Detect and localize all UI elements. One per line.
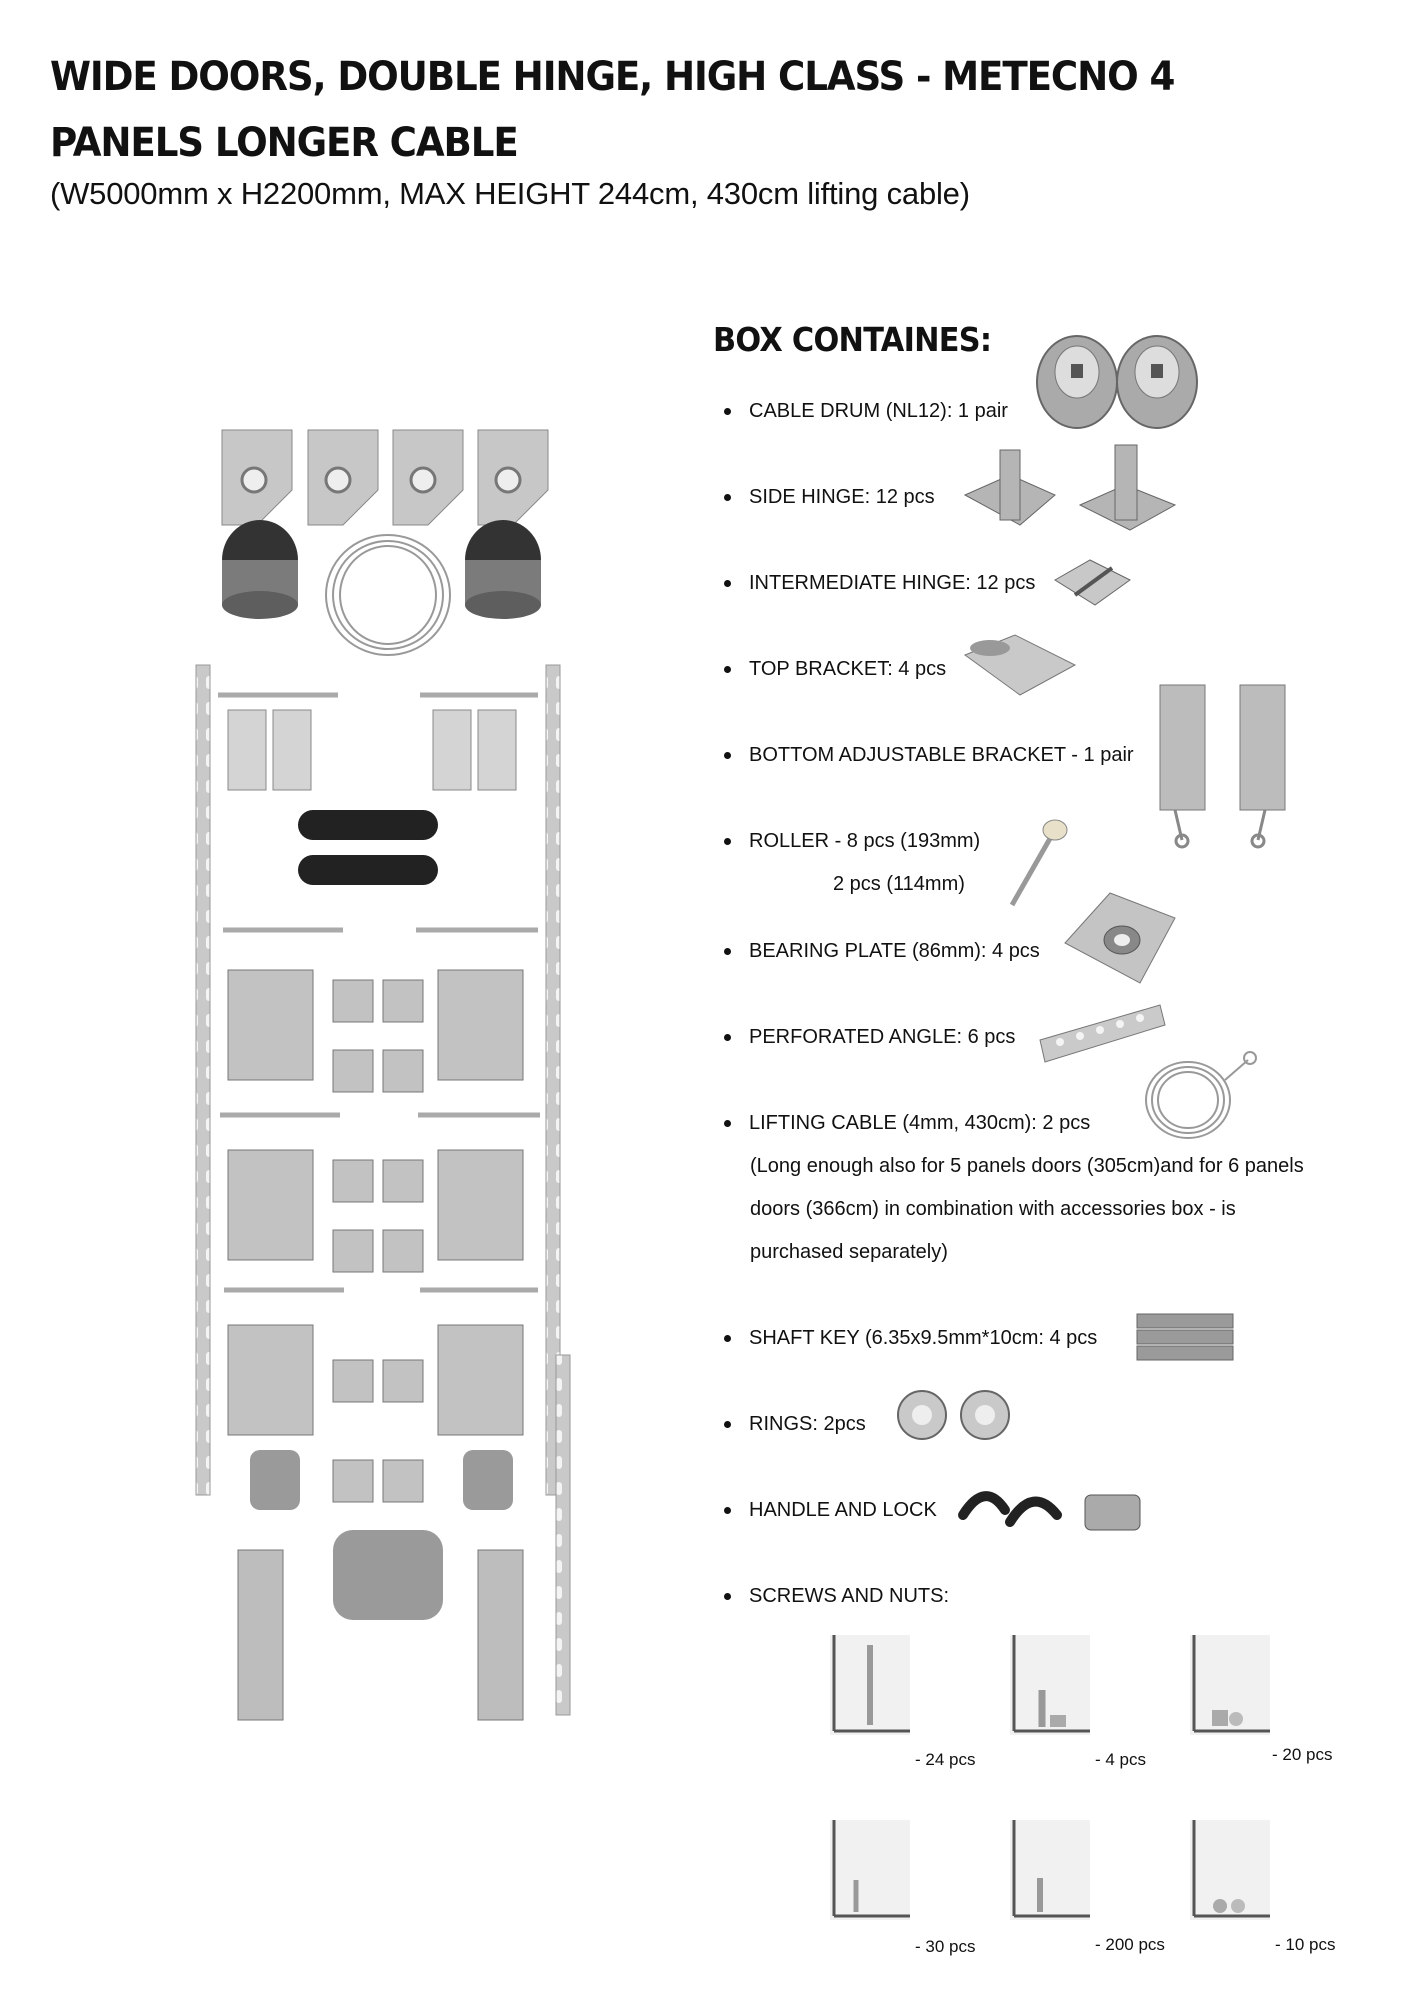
- top-bracket-image: [960, 630, 1080, 700]
- bullet: [724, 948, 731, 955]
- item-label: PERFORATED ANGLE: 6 pcs: [749, 1026, 1016, 1048]
- bullet: [724, 1120, 731, 1127]
- screw-image: [830, 1635, 940, 1735]
- screw-image: [1190, 1820, 1300, 1920]
- screw-qty: - 20 pcs: [1272, 1745, 1333, 1764]
- screw-qty: - 10 pcs: [1275, 1935, 1336, 1954]
- screw-qty: - 4 pcs: [1095, 1750, 1147, 1769]
- item-label: BOTTOM ADJUSTABLE BRACKET - 1 pair: [749, 744, 1134, 766]
- bullet: [724, 838, 731, 845]
- item-label: SCREWS AND NUTS:: [749, 1585, 950, 1607]
- bottom-bracket-image: [1150, 675, 1300, 850]
- bullet: [724, 580, 731, 587]
- screw-image: [830, 1820, 940, 1920]
- bullet: [724, 666, 731, 673]
- page-subtitle: (W5000mm x H2200mm, MAX HEIGHT 244cm, 430cm lifting cable): [50, 176, 970, 211]
- screw-qty: - 30 pcs: [915, 1937, 976, 1956]
- screw-image: [1010, 1635, 1120, 1735]
- cable-note-line: doors (366cm) in combination with accessories box - is: [750, 1198, 1236, 1220]
- bullet: [724, 1034, 731, 1041]
- bullet: [724, 1335, 731, 1342]
- shaft-key-image: [1135, 1310, 1235, 1365]
- item-label: HANDLE AND LOCK: [749, 1499, 937, 1521]
- item-label: CABLE DRUM (NL12): 1 pair: [749, 400, 1008, 422]
- bullet: [724, 1421, 731, 1428]
- bullet: [724, 1593, 731, 1600]
- roller-extra: 2 pcs (114mm): [833, 873, 965, 895]
- page-title: WIDE DOORS, DOUBLE HINGE, HIGH CLASS - METECNO 4 PANELS LONGER CABLE: [50, 54, 1175, 166]
- screw-image: [1190, 1635, 1300, 1735]
- bullet: [724, 752, 731, 759]
- cable-note-line: purchased separately): [750, 1241, 948, 1263]
- lifting-cable-image: [1140, 1040, 1260, 1145]
- bullet: [724, 1507, 731, 1514]
- handle-lock-image: [955, 1470, 1155, 1545]
- side-hinge-image: [960, 435, 1185, 535]
- screw-qty: - 24 pcs: [915, 1750, 976, 1769]
- bearing-plate-image: [1060, 888, 1180, 988]
- intermediate-hinge-image: [1050, 550, 1135, 610]
- item-label: RINGS: 2pcs: [749, 1413, 866, 1435]
- cable-drum-image: [1035, 330, 1200, 435]
- box-contents-heading: BOX CONTAINES:: [713, 320, 992, 359]
- item-label: TOP BRACKET: 4 pcs: [749, 658, 947, 680]
- rings-image: [890, 1385, 1020, 1445]
- kit-contents-photo: [188, 410, 598, 1780]
- item-label: INTERMEDIATE HINGE: 12 pcs: [749, 572, 1036, 594]
- screw-image: [1010, 1820, 1120, 1920]
- bullet: [724, 408, 731, 415]
- cable-note-line: (Long enough also for 5 panels doors (305cm)and for 6 panels: [750, 1155, 1304, 1177]
- item-label: SIDE HINGE: 12 pcs: [749, 486, 935, 508]
- screw-qty: - 200 pcs: [1095, 1935, 1165, 1954]
- item-label: ROLLER - 8 pcs (193mm): [749, 830, 981, 852]
- item-label: LIFTING CABLE (4mm, 430cm): 2 pcs: [749, 1112, 1091, 1134]
- bullet: [724, 494, 731, 501]
- item-label: SHAFT KEY (6.35x9.5mm*10cm: 4 pcs: [749, 1327, 1098, 1349]
- item-label: BEARING PLATE (86mm): 4 pcs: [749, 940, 1040, 962]
